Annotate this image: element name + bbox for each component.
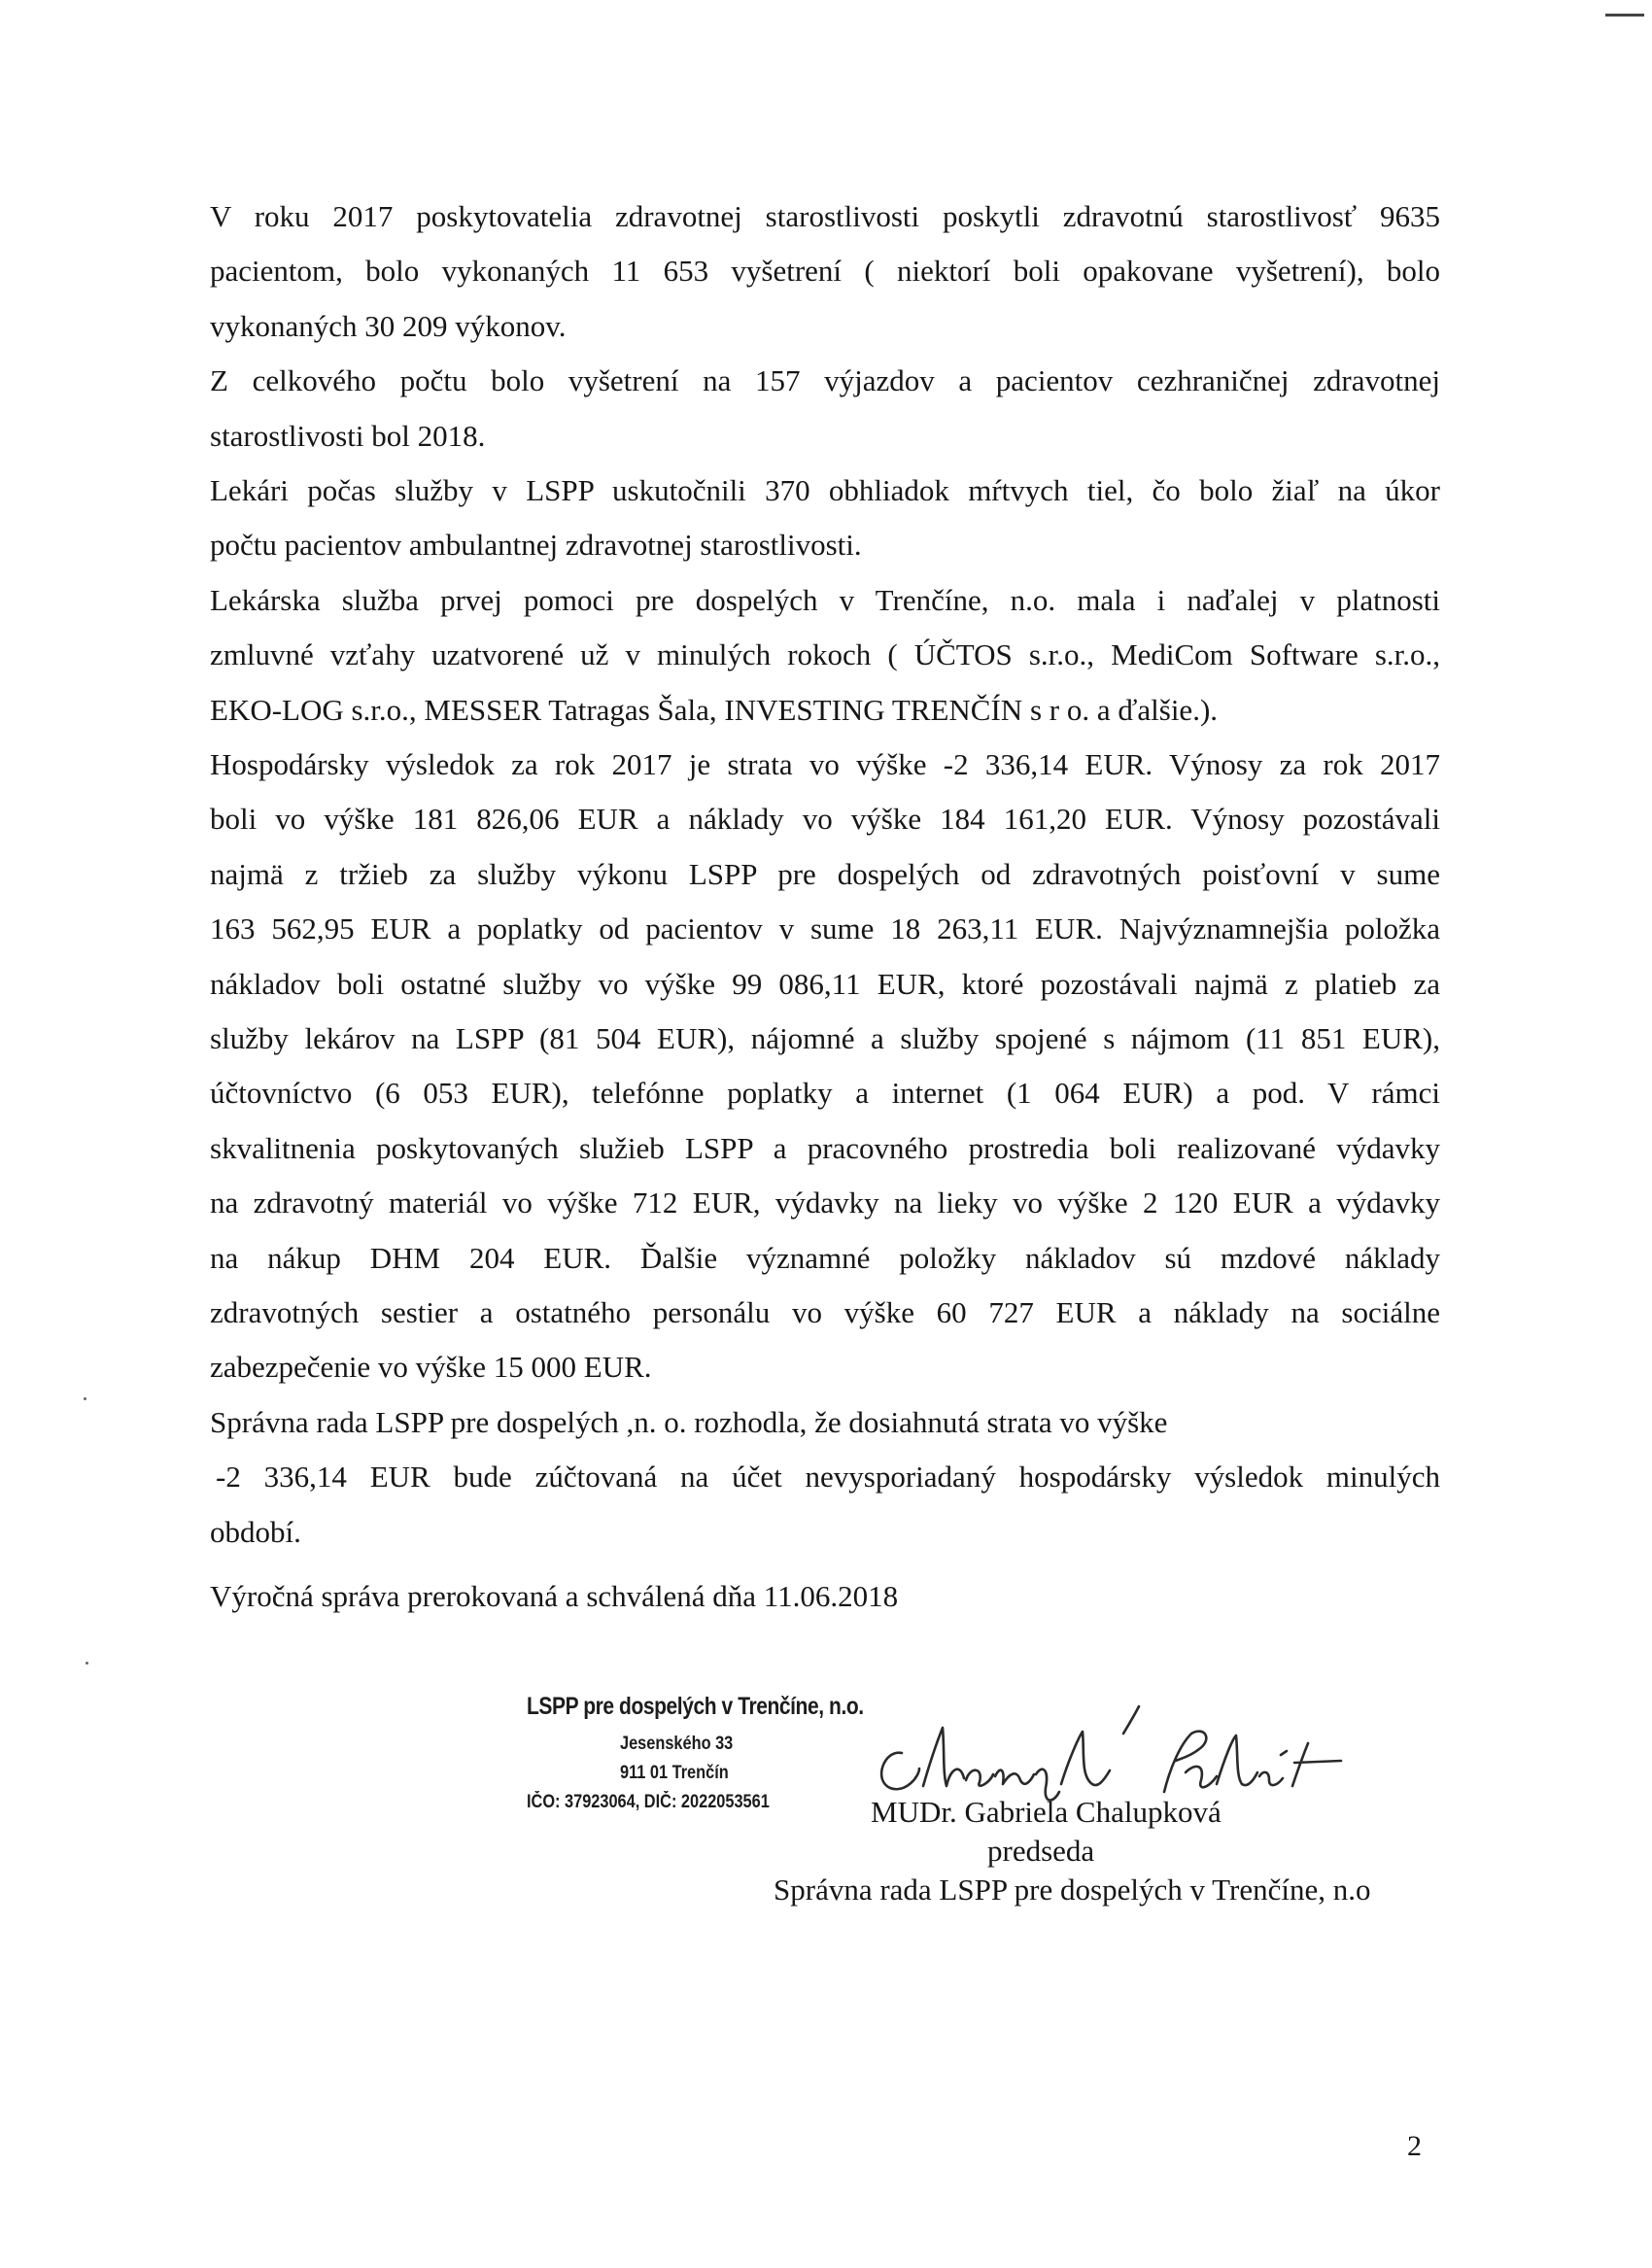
signatory-body: Správna rada LSPP pre dospelých v Trenčíne, n.o	[774, 1873, 1371, 1907]
paragraph-line: vykonaných 30 209 výkonov.	[210, 309, 567, 343]
paragraph-line: nákladov boli ostatné služby vo výške 99 086,11 EUR, ktoré pozostávali najmä z platieb za	[210, 967, 1440, 1001]
paragraph-line: najmä z tržieb za služby výkonu LSPP pre dospelých od zdravotných poisťovní v sume	[210, 857, 1440, 891]
signatory-role: predseda	[987, 1834, 1095, 1868]
paragraph-line: pacientom, bolo vykonaných 11 653 vyšetrení ( niektorí boli opakovane vyšetrení), bolo	[210, 254, 1440, 288]
scan-edge-mark	[1605, 14, 1644, 17]
paragraph-line: Z celkového počtu bolo vyšetrení na 157 výjazdov a pacientov cezhraničnej zdravotnej	[210, 363, 1440, 397]
paragraph-line: Správna rada LSPP pre dospelých ,n. o. rozhodla, že dosiahnutá strata vo výške	[210, 1405, 1168, 1439]
signatory-name: MUDr. Gabriela Chalupková	[871, 1795, 1222, 1829]
paragraph-line: Výročná správa prerokovaná a schválená dňa 11.06.2018	[210, 1579, 899, 1613]
stamp-city: 911 01 Trenčín	[620, 1763, 729, 1783]
paragraph-line: boli vo výške 181 826,06 EUR a náklady vo výške 184 161,20 EUR. Výnosy pozostávali	[210, 802, 1440, 836]
paragraph-line: na nákup DHM 204 EUR. Ďalšie významné položky nákladov sú mzdové náklady	[210, 1241, 1440, 1275]
paragraph-line: počtu pacientov ambulantnej zdravotnej starostlivosti.	[210, 528, 862, 562]
paragraph-line: 163 562,95 EUR a poplatky od pacientov v sume 18 263,11 EUR. Najvýznamnejšia položka	[210, 911, 1440, 945]
scan-speck	[86, 1662, 88, 1665]
paragraph-line: V roku 2017 poskytovatelia zdravotnej starostlivosti poskytli zdravotnú starostlivosť 9635	[210, 199, 1440, 233]
paragraph-line: Lekárska služba prvej pomoci pre dospelých v Trenčíne, n.o. mala i naďalej v platnosti	[210, 583, 1440, 617]
paragraph-line: Hospodársky výsledok za rok 2017 je strata vo výške -2 336,14 EUR. Výnosy za rok 2017	[210, 747, 1440, 781]
stamp-name: LSPP pre dospelých v Trenčíne, n.o.	[527, 1693, 864, 1720]
paragraph-line: zmluvné vzťahy uzatvorené už v minulých rokoch ( ÚČTOS s.r.o., MediCom Software s.r.o.,	[210, 637, 1440, 671]
paragraph-line: účtovníctvo (6 053 EUR), telefónne poplatky a internet (1 064 EUR) a pod. V rámci	[210, 1076, 1440, 1110]
page-number: 2	[1407, 2130, 1422, 2162]
stamp-ids: IČO: 37923064, DIČ: 2022053561	[527, 1792, 770, 1812]
paragraph-line: -2 336,14 EUR bude zúčtovaná na účet nevysporiadaný hospodársky výsledok minulých	[216, 1460, 1440, 1494]
paragraph-line: služby lekárov na LSPP (81 504 EUR), nájomné a služby spojené s nájmom (11 851 EUR),	[210, 1021, 1440, 1055]
paragraph-line: zabezpečenie vo výške 15 000 EUR.	[210, 1350, 652, 1384]
paragraph-line: starostlivosti bol 2018.	[210, 419, 486, 453]
paragraph-line: na zdravotný materiál vo výške 712 EUR, výdavky na lieky vo výške 2 120 EUR a výdavky	[210, 1186, 1440, 1220]
scan-speck	[84, 1397, 86, 1400]
stamp-street: Jesenského 33	[620, 1734, 734, 1754]
paragraph-line: období.	[210, 1515, 301, 1549]
paragraph-line: zdravotných sestier a ostatného personálu vo výške 60 727 EUR a náklady na sociálne	[210, 1295, 1440, 1329]
paragraph-line: skvalitnenia poskytovaných služieb LSPP a pracovného prostredia boli realizované výdavky	[210, 1131, 1440, 1165]
paragraph-line: Lekári počas služby v LSPP uskutočnili 370 obhliadok mŕtvych tiel, čo bolo žiaľ na úkor	[210, 473, 1440, 507]
paragraph-line: EKO-LOG s.r.o., MESSER Tatragas Šala, INVESTING TRENČÍN s r o. a ďalšie.).	[210, 693, 1219, 727]
